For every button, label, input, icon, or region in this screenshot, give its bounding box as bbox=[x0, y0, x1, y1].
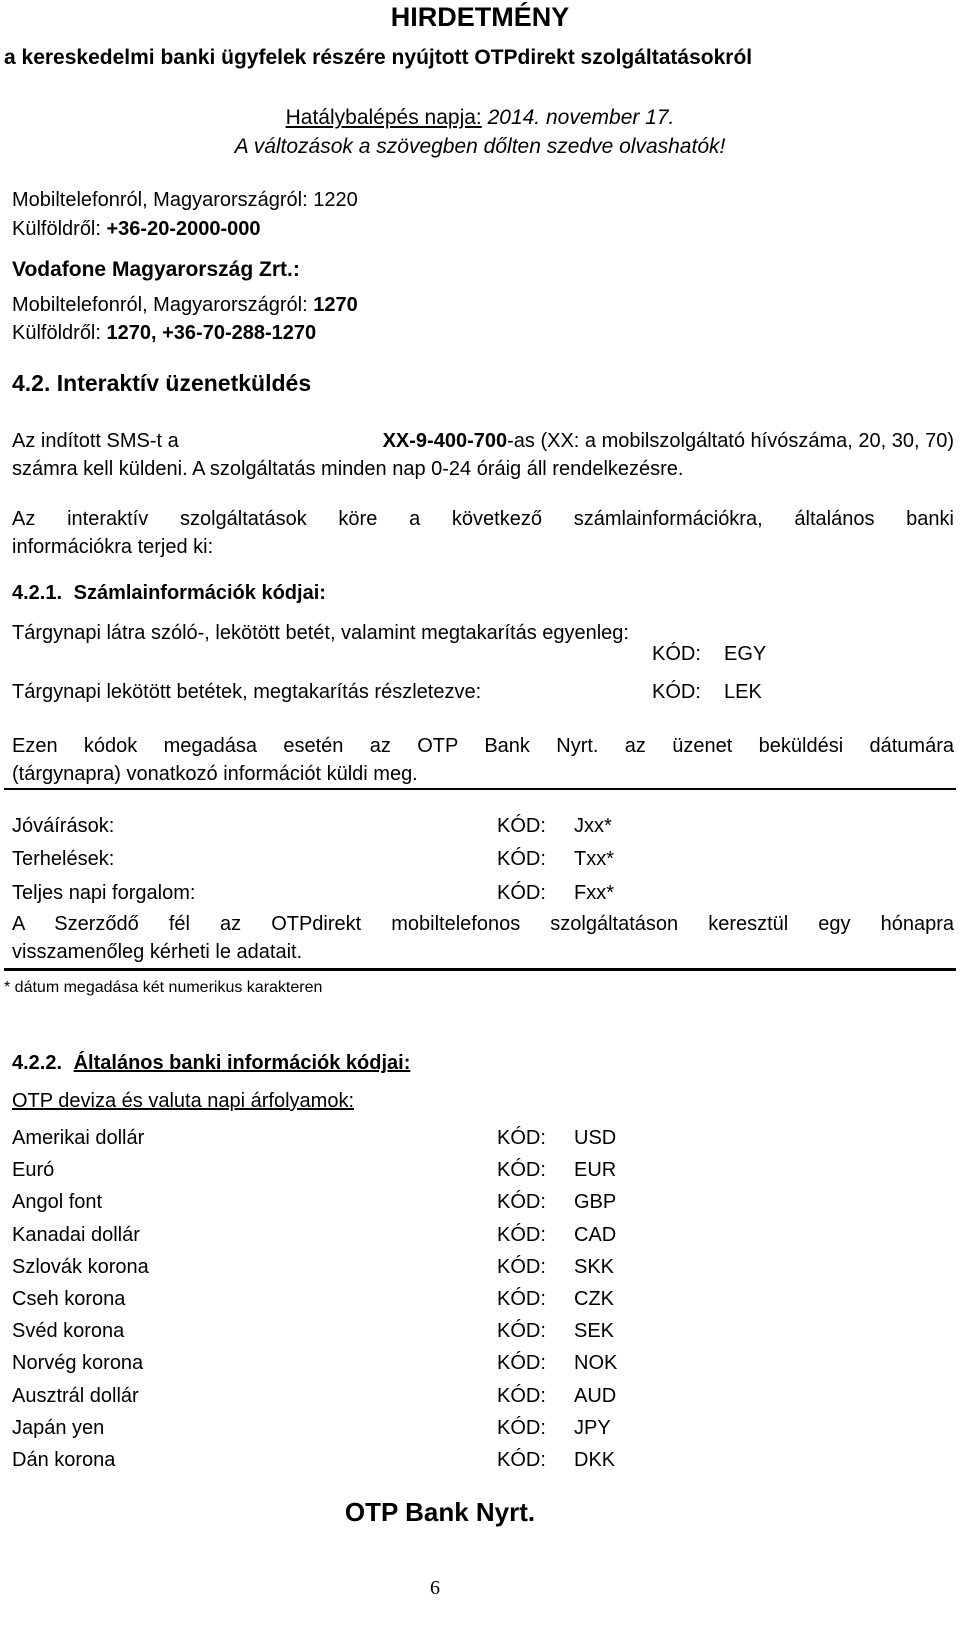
currency-kod: KÓD: bbox=[497, 1320, 546, 1342]
currency-kod: KÓD: bbox=[497, 1352, 546, 1374]
document-subtitle: a kereskedelmi banki ügyfelek részére nyújtott OTPdirekt szolgáltatásokról bbox=[4, 46, 753, 69]
currency-kod: KÓD: bbox=[497, 1417, 546, 1439]
currency-kod: KÓD: bbox=[497, 1127, 546, 1149]
currency-name: Angol font bbox=[12, 1191, 103, 1213]
rates-heading: OTP deviza és valuta napi árfolyamok: bbox=[12, 1090, 355, 1112]
sms-text-a: Az indított SMS-t a bbox=[12, 430, 179, 452]
sms-number: XX-9-400-700 bbox=[382, 430, 508, 452]
currency-name: Szlovák korona bbox=[12, 1256, 149, 1278]
currency-kod: KÓD: bbox=[497, 1385, 546, 1407]
section-heading-4-2 bbox=[12, 370, 311, 397]
section-title: Általános banki információk kódjai: bbox=[73, 1052, 411, 1074]
codes-note-line-1: Ezen kódok megadása esetén az OTP Bank Nyrt. az üzenet beküldési dátumára bbox=[12, 735, 954, 757]
section-heading-4-2-2 bbox=[12, 1052, 410, 1075]
section-heading-4-2-1 bbox=[12, 582, 326, 605]
currency-code: JPY bbox=[574, 1417, 611, 1439]
currency-code: EUR bbox=[574, 1159, 617, 1181]
currency-code: AUD bbox=[574, 1385, 617, 1407]
effective-date-line bbox=[0, 106, 960, 130]
currency-name: Amerikai dollár bbox=[12, 1127, 145, 1149]
currency-name: Cseh korona bbox=[12, 1288, 126, 1310]
date-code-value: Fxx* bbox=[574, 882, 614, 904]
section-divider-bottom bbox=[4, 968, 956, 971]
date-code-kod: KÓD: bbox=[497, 848, 546, 870]
date-code-label: Jóváírások: bbox=[12, 815, 115, 837]
scope-line-1: Az interaktív szolgáltatások köre a következő számlainformációkra, általános banki bbox=[12, 508, 954, 530]
account-code-item-2-code: LEK bbox=[724, 681, 762, 703]
vodafone-heading: Vodafone Magyarország Zrt.: bbox=[12, 258, 300, 281]
currency-code: GBP bbox=[574, 1191, 617, 1213]
sms-paragraph-line-1 bbox=[12, 427, 954, 455]
changes-note: A változások a szövegben dőlten szedve olvashatók! bbox=[234, 135, 726, 158]
contact-line-mobile bbox=[12, 189, 358, 212]
sms-paragraph bbox=[12, 427, 954, 483]
effective-date-label: Hatálybalépés napja: bbox=[285, 106, 482, 129]
account-code-item-2-text: Tárgynapi lekötött betétek, megtakarítás részletezve: bbox=[12, 681, 482, 703]
date-code-kod: KÓD: bbox=[497, 882, 546, 904]
history-line-2: visszamenőleg kérheti le adatait. bbox=[12, 941, 303, 963]
codes-note-paragraph bbox=[12, 732, 954, 788]
interactive-scope-paragraph bbox=[12, 505, 954, 561]
section-number: 4.2.1. bbox=[12, 582, 63, 604]
contact-label: Mobiltelefonról, Magyarországról: bbox=[12, 189, 308, 211]
account-code-item-1-text: Tárgynapi látra szóló-, lekötött betét, valamint megtakarítás egyenleg: bbox=[12, 622, 629, 644]
currency-kod: KÓD: bbox=[497, 1224, 546, 1246]
contact-value: 1270, +36-70-288-1270 bbox=[106, 322, 317, 344]
history-paragraph bbox=[12, 910, 954, 966]
currency-code: CZK bbox=[574, 1288, 614, 1310]
currency-name: Dán korona bbox=[12, 1449, 116, 1471]
section-title: Interaktív üzenetküldés bbox=[56, 370, 312, 396]
sms-text-rest bbox=[383, 427, 954, 455]
currency-name: Japán yen bbox=[12, 1417, 105, 1439]
page-number: 6 bbox=[430, 1577, 440, 1599]
date-code-label: Terhelések: bbox=[12, 848, 115, 870]
contact-label: Mobiltelefonról, Magyarországról: bbox=[12, 294, 308, 316]
currency-kod: KÓD: bbox=[497, 1191, 546, 1213]
contact-value: +36-20-2000-000 bbox=[106, 218, 261, 240]
document-title: HIRDETMÉNY bbox=[390, 2, 570, 32]
currency-kod: KÓD: bbox=[497, 1449, 546, 1471]
currency-name: Norvég korona bbox=[12, 1352, 144, 1374]
section-divider-top bbox=[4, 788, 956, 790]
contact-line-mobile-vodafone bbox=[12, 294, 358, 317]
date-code-kod: KÓD: bbox=[497, 815, 546, 837]
date-code-label: Teljes napi forgalom: bbox=[12, 882, 196, 904]
account-code-item-1-code: EGY bbox=[724, 643, 767, 665]
date-code-value: Txx* bbox=[574, 848, 614, 870]
currency-kod: KÓD: bbox=[497, 1288, 546, 1310]
section-number: 4.2.2. bbox=[12, 1052, 63, 1074]
currency-kod: KÓD: bbox=[497, 1159, 546, 1181]
scope-line-2: információkra terjed ki: bbox=[12, 536, 214, 558]
contact-label: Külföldről: bbox=[12, 322, 101, 344]
date-code-value: Jxx* bbox=[574, 815, 612, 837]
currency-code: CAD bbox=[574, 1224, 617, 1246]
contact-label: Külföldről: bbox=[12, 218, 101, 240]
currency-kod: KÓD: bbox=[497, 1256, 546, 1278]
currency-name: Kanadai dollár bbox=[12, 1224, 140, 1246]
sms-text-b: -as (XX: a mobilszolgáltató hívószáma, 20, 30, 70) bbox=[507, 430, 954, 452]
footer-company: OTP Bank Nyrt. bbox=[344, 1497, 536, 1527]
section-number: 4.2. bbox=[12, 370, 51, 396]
currency-code: USD bbox=[574, 1127, 617, 1149]
currency-code: SKK bbox=[574, 1256, 615, 1278]
account-code-item-1-kod: KÓD: bbox=[652, 643, 701, 665]
section-title: Számlainformációk kódjai: bbox=[73, 582, 326, 604]
contact-line-abroad bbox=[12, 218, 261, 241]
footnote: * dátum megadása két numerikus karakteren bbox=[4, 979, 323, 996]
contact-line-abroad-vodafone bbox=[12, 322, 316, 345]
effective-date-value: 2014. november 17. bbox=[487, 106, 675, 129]
contact-value: 1220 bbox=[313, 189, 358, 211]
account-code-item-2-kod: KÓD: bbox=[652, 681, 701, 703]
contact-value: 1270 bbox=[313, 294, 358, 316]
currency-code: DKK bbox=[574, 1449, 616, 1471]
currency-name: Euró bbox=[12, 1159, 55, 1181]
currency-name: Svéd korona bbox=[12, 1320, 125, 1342]
history-line-1: A Szerződő fél az OTPdirekt mobiltelefonos szolgáltatáson keresztül egy hónapra bbox=[12, 913, 954, 935]
currency-name: Ausztrál dollár bbox=[12, 1385, 139, 1407]
currency-code: SEK bbox=[574, 1320, 615, 1342]
sms-paragraph-line-2: számra kell küldeni. A szolgáltatás minden nap 0-24 óráig áll rendelkezésre. bbox=[12, 458, 684, 480]
currency-code: NOK bbox=[574, 1352, 618, 1374]
codes-note-line-2: (tárgynapra) vonatkozó információt küldi meg. bbox=[12, 763, 418, 785]
